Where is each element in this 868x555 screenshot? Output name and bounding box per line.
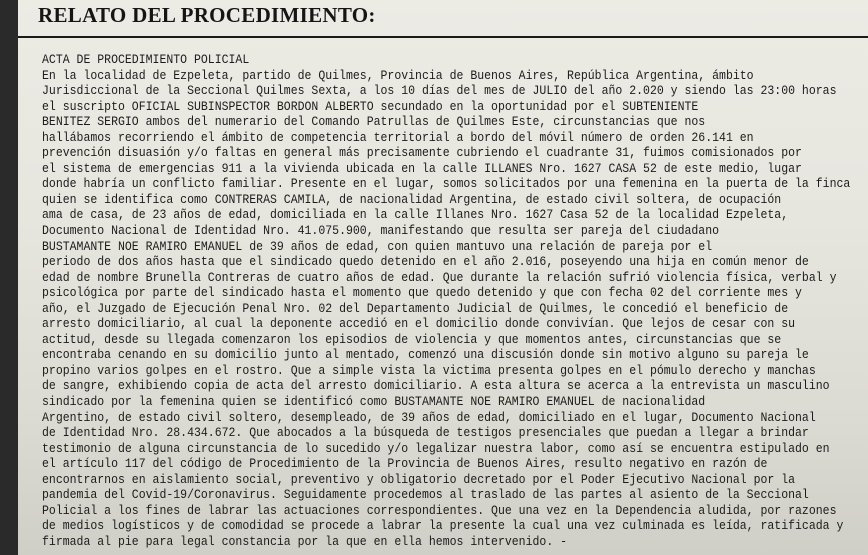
report-line: encontraba cenando en su domicilio junto al mentado, comenzó una discusión donde sin motivo alguno su pareja le — [42, 347, 809, 363]
report-line: donde habría un conflicto familiar. Presente en el lugar, somos solicitados por una femenina en la puerta de la finca — [42, 176, 851, 192]
report-line: año, el Juzgado de Ejecución Penal Nro. 02 del Departamento Judicial de Quilmes, le concedió el beneficio de — [42, 300, 789, 316]
document-page — [18, 0, 868, 555]
report-line: BUSTAMANTE NOE RAMIRO EMANUEL de 39 años de edad, con quien mantuvo una relación de pareja por el — [42, 238, 713, 254]
report-line: el suscripto OFICIAL SUBINSPECTOR BORDON ALBERTO secundado en la oportunidad por el SUBTENIENTE — [42, 98, 699, 114]
report-line: de sangre, exhibiendo copia de acta del arresto domiciliario. A esta altura se acerca a la entrevista un masculino — [42, 378, 830, 394]
report-line: encontrarnos en aislamiento social, preventivo y obligatorio decretado por el Poder Ejecutivo Nacional por la — [42, 471, 796, 487]
police-report-text — [42, 52, 851, 550]
report-line: sindicado por la femenina quien se identificó como BUSTAMANTE NOE RAMIRO EMANUEL de nacionalidad — [42, 394, 706, 410]
report-line: firmada al pie para legal constancia por la que en ella hemos intervenido. - — [42, 533, 568, 549]
report-line: Jurisdiccional de la Seccional Quilmes Sexta, a los 10 días del mes de JULIO del año 2.020 y siendo las 23:00 horas — [42, 83, 837, 99]
section-heading: RELATO DEL PROCEDIMIENTO: — [38, 3, 376, 27]
report-line: BENITEZ SERGIO ambos del numerario del Comando Patrullas de Quilmes Este, circunstancias que nos — [42, 114, 706, 130]
report-line: Documento Nacional de Identidad Nro. 41.075.900, manifestando que resulta ser pareja del ciudadano — [42, 223, 720, 239]
report-line: de Identidad Nro. 28.434.672. Que abocados a la búsqueda de testigos presenciales que puedan a llegar a brindar — [42, 425, 809, 441]
heading-rule — [18, 36, 868, 38]
report-line: testimonio de alguna circunstancia de lo sucedido y/o legalizar nuestra labor, como así se encuentra estipulado en — [42, 440, 830, 456]
report-line: Argentino, de estado civil soltero, desempleado, de 39 años de edad, domiciliado en el lugar, Documento Nacional — [42, 409, 816, 425]
report-line: En la localidad de Ezpeleta, partido de Quilmes, Provincia de Buenos Aires, República Argentina, ámbito — [42, 67, 754, 83]
report-line: de medios logísticos y de comodidad se procede a labrar la presente la cual una vez culminada es leída, ratificada y — [42, 518, 844, 534]
report-line: pandemia del Covid-19/Coronavirus. Seguidamente procedemos al traslado de las partes al asiento de la Seccional — [42, 487, 809, 503]
report-line: Policial a los fines de labrar las actuaciones correspondientes. Que una vez en la Dependencia aludida, por razones — [42, 502, 837, 518]
report-line: ama de casa, de 23 años de edad, domiciliada en la calle Illanes Nro. 1627 Casa 52 de la localidad Ezpeleta, — [42, 207, 789, 223]
report-line: hallábamos recorriendo el ámbito de competencia territorial a bordo del móvil número de orden 26.141 en — [42, 129, 754, 145]
report-line: el sistema de emergencias 911 a la vivienda ubicada en la calle ILLANES Nro. 1627 CASA 52 de este medio, lugar — [42, 160, 802, 176]
report-line: periodo de dos años hasta que el sindicado quedo detenido en el año 2.016, poseyendo una hija en común menor de — [42, 254, 809, 270]
report-line: prevención disuasión y/o faltas en general más precisamente cubriendo el cuadrante 31, fuimos comisionados por — [42, 145, 802, 161]
report-line: quien se identifica como CONTRERAS CAMILA, de nacionalidad Argentina, de estado civil soltera, de ocupación — [42, 191, 782, 207]
report-line: propino varios golpes en el rostro. Que a simple vista la victima presenta golpes en el pómulo derecho y manchas — [42, 362, 816, 378]
report-line: psicológica por parte del sindicado hasta el momento que quedo detenido y que con fecha 02 del corriente mes y — [42, 285, 802, 301]
report-line: arresto domiciliario, al cual la deponente accedió en el domicilio donde convivían. Que lejos de cesar con su — [42, 316, 796, 332]
report-line: ACTA DE PROCEDIMIENTO POLICIAL — [42, 52, 250, 67]
report-line: actitud, desde su llegada comenzaron los episodios de violencia y que momentos antes, circunstancias que se — [42, 331, 782, 347]
report-line: edad de nombre Brunella Contreras de cuatro años de edad. Que durante la relación sufrió violencia física, verbal y — [42, 269, 837, 285]
report-line: el artículo 117 del código de Procedimiento de la Provincia de Buenos Aires, resulto negativo en razón de — [42, 456, 768, 472]
